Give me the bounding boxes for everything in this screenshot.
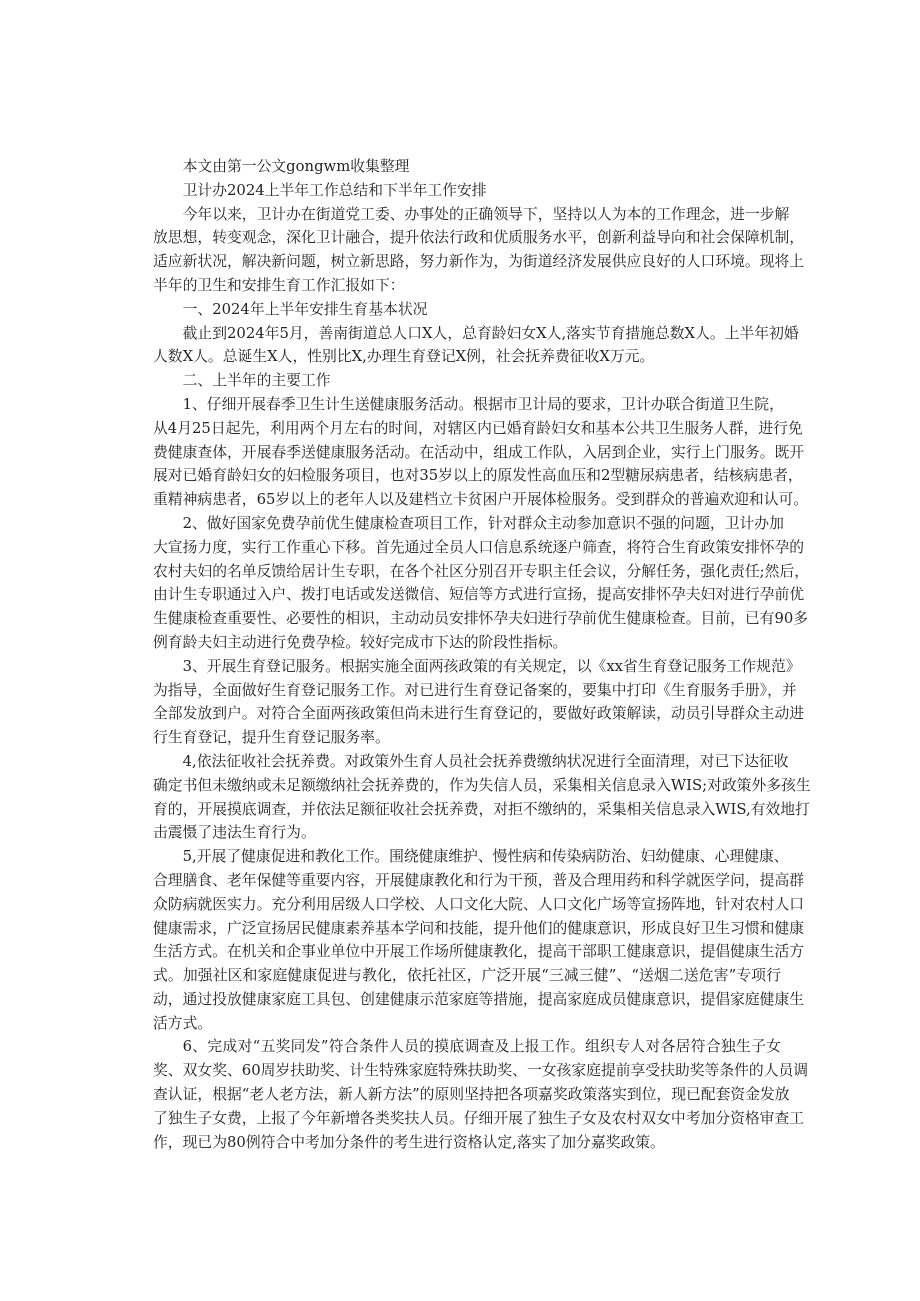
- text-line: 为指导，全面做好生育登记服务工作。对已进行生育登记备案的，要集中打印《生育服务手册》，并: [153, 681, 797, 699]
- text-line: 众防病就医实力。充分利用居级人口学校、人口文化大院、人口文化广场等宣扬阵地，针对农村人口: [153, 895, 805, 913]
- item-3-paragraph: [153, 655, 805, 750]
- text-line: 放思想，转变观念，深化卫计融合，提升依法行政和优质服务水平，创新利益导向和社会保障机制，: [153, 229, 805, 247]
- item-2-paragraph: [153, 512, 810, 655]
- section-heading-1: 一、2024年上半年安排生育基本状况: [182, 300, 428, 318]
- section-1-paragraph: [153, 322, 799, 370]
- text-line: 截止到2024年5月，善南街道总人口X人，总育龄妇女X人,落实节育措施总数X人。上半年初婚: [182, 324, 799, 342]
- text-line: 奖、双女奖、60周岁扶助奖、计生特殊家庭特殊扶助奖、一女孩家庭提前享受扶助奖等条件的人员调: [153, 1062, 809, 1080]
- text-line: 全部发放到户。对符合全面两孩政策但尚未进行生育登记的，要做好政策解读，动员引导群众主动进: [153, 705, 805, 723]
- text-line: 动，通过投放健康家庭工具包、创建健康示范家庭等措施，提高家庭成员健康意识，提倡家庭健康生: [153, 990, 805, 1008]
- text-line: 3、开展生育登记服务。根据实施全面两孩政策的有关规定，以《xx省生育登记服务工作规范》: [182, 657, 801, 675]
- text-line: 作，现已为80例符合中考加分条件的考生进行资格认定,落实了加分嘉奖政策。: [153, 1133, 665, 1151]
- source-note: 本文由第一公文gongwm收集整理: [182, 158, 410, 175]
- text-line: 从4月25日起先，利用两个月左右的时间，对辖区内已婚育龄妇女和基本公共卫生服务人群，进行免: [153, 419, 803, 437]
- text-line: 了独生子女费，上报了今年新增各类奖扶人员。仔细开展了独生子女及农村双女中考加分资格审查工: [153, 1109, 805, 1127]
- text-line: 1、仔细开展春季卫生计生送健康服务活动。根据市卫计局的要求，卫计办联合街道卫生院，: [182, 395, 784, 413]
- text-line: 活方式。: [153, 1014, 213, 1032]
- text-line: 今年以来，卫计办在街道党工委、办事处的正确领导下，坚持以人为本的工作理念，进一步解: [182, 205, 790, 223]
- text-line: 2、做好国家免费孕前优生健康检查项目工作，针对群众主动参加意识不强的问题，卫计办加: [182, 514, 784, 532]
- text-line: 大宣扬力度，实行工作重心下移。首先通过全员人口信息系统逐户筛查，将符合生育政策安排怀孕的: [153, 538, 805, 556]
- text-line: 费健康查体，开展春季送健康服务活动。在活动中，组成工作队，入居到企业，实行上门服务。既开: [153, 443, 805, 461]
- text-line: 行生育登记，提升生育登记服务率。: [153, 729, 390, 747]
- section-heading-2: 二、上半年的主要工作: [182, 372, 331, 390]
- item-5-paragraph: [153, 845, 805, 1035]
- text-line: 查认证，根据“老人老方法，新人新方法”的原则坚持把各项嘉奖政策落实到位，现已配套资金发放: [153, 1086, 790, 1104]
- text-line: 5,开展了健康促进和教化工作。围绕健康维护、慢性病和传染病防治、妇幼健康、心理健康、: [182, 848, 789, 866]
- document-title: 卫计办2024上半年工作总结和下半年工作安排: [182, 181, 487, 199]
- intro-paragraph: [153, 203, 805, 298]
- text-line: 例育龄夫妇主动进行免费孕检。较好完成市下达的阶段性指标。: [153, 633, 568, 651]
- text-line: 展对已婚育龄妇女的妇检服务项目，也对35岁以上的原发性高血压和2型糖尿病患者，结核病患者，: [153, 467, 803, 485]
- document-body: [153, 155, 811, 1154]
- text-line: 6、完成对“五奖同发”符合条件人员的摸底调查及上报工作。组织专人对各居符合独生子女: [182, 1038, 781, 1056]
- text-line: 半年的卫生和安排生育工作汇报如下：: [153, 276, 405, 294]
- text-line: 确定书但未缴纳或未足额缴纳社会抚养费的，作为失信人员，采集相关信息录入WIS;对政策外多孩生: [153, 776, 811, 794]
- text-line: 合理膳食、老年保健等重要内容，开展健康教化和行为干预，普及合理用药和科学就医学问，提高群: [153, 871, 805, 889]
- text-line: 农村夫妇的名单反馈给居计生专职，在各个社区分别召开专职主任会议，分解任务，强化责任;然后，: [153, 562, 810, 580]
- text-line: 人数X人。总诞生X人，性别比X,办理生育登记X例，社会抚养费征收X万元。: [153, 348, 655, 366]
- text-line: 由计生专职通过入户、拨打电话或发送微信、短信等方式进行宣扬，提高安排怀孕夫妇对进行孕前优: [153, 586, 805, 604]
- text-line: 健康需求，广泛宣扬居民健康素养基本学问和技能，提升他们的健康意识，形成良好卫生习惯和健康: [153, 919, 805, 937]
- item-4-paragraph: [153, 750, 811, 845]
- text-line: 4,依法征收社会抚养费。对政策外生育人员社会抚养费缴纳状况进行全面清理，对已下达征收: [182, 752, 789, 770]
- item-1-paragraph: [153, 393, 809, 512]
- item-6-paragraph: [153, 1035, 809, 1154]
- text-line: 击震慑了违法生育行为。: [153, 824, 316, 842]
- text-line: 生健康检查重要性、必要性的相识，主动动员安排怀孕夫妇进行孕前优生健康检查。目前，已有90多: [153, 610, 809, 628]
- text-line: 生活方式。在机关和企事业单位中开展工作场所健康教化，提高干部职工健康意识，提倡健康生活方: [153, 943, 805, 961]
- text-line: 育的，开展摸底调查，并依法足额征收社会抚养费，对拒不缴纳的，采集相关信息录入WIS,有效地打: [153, 800, 810, 818]
- text-line: 适应新状况，解决新问题，树立新思路，努力新作为，为街道经济发展供应良好的人口环境。现将上: [153, 253, 805, 271]
- text-line: 式。加强社区和家庭健康促进与教化，依托社区，广泛开展“三减三健”、“送烟二送危害”专项行: [153, 967, 781, 985]
- text-line: 重精神病患者，65岁以上的老年人以及建档立卡贫困户开展体检服务。受到群众的普遍欢迎和认可。: [153, 491, 809, 509]
